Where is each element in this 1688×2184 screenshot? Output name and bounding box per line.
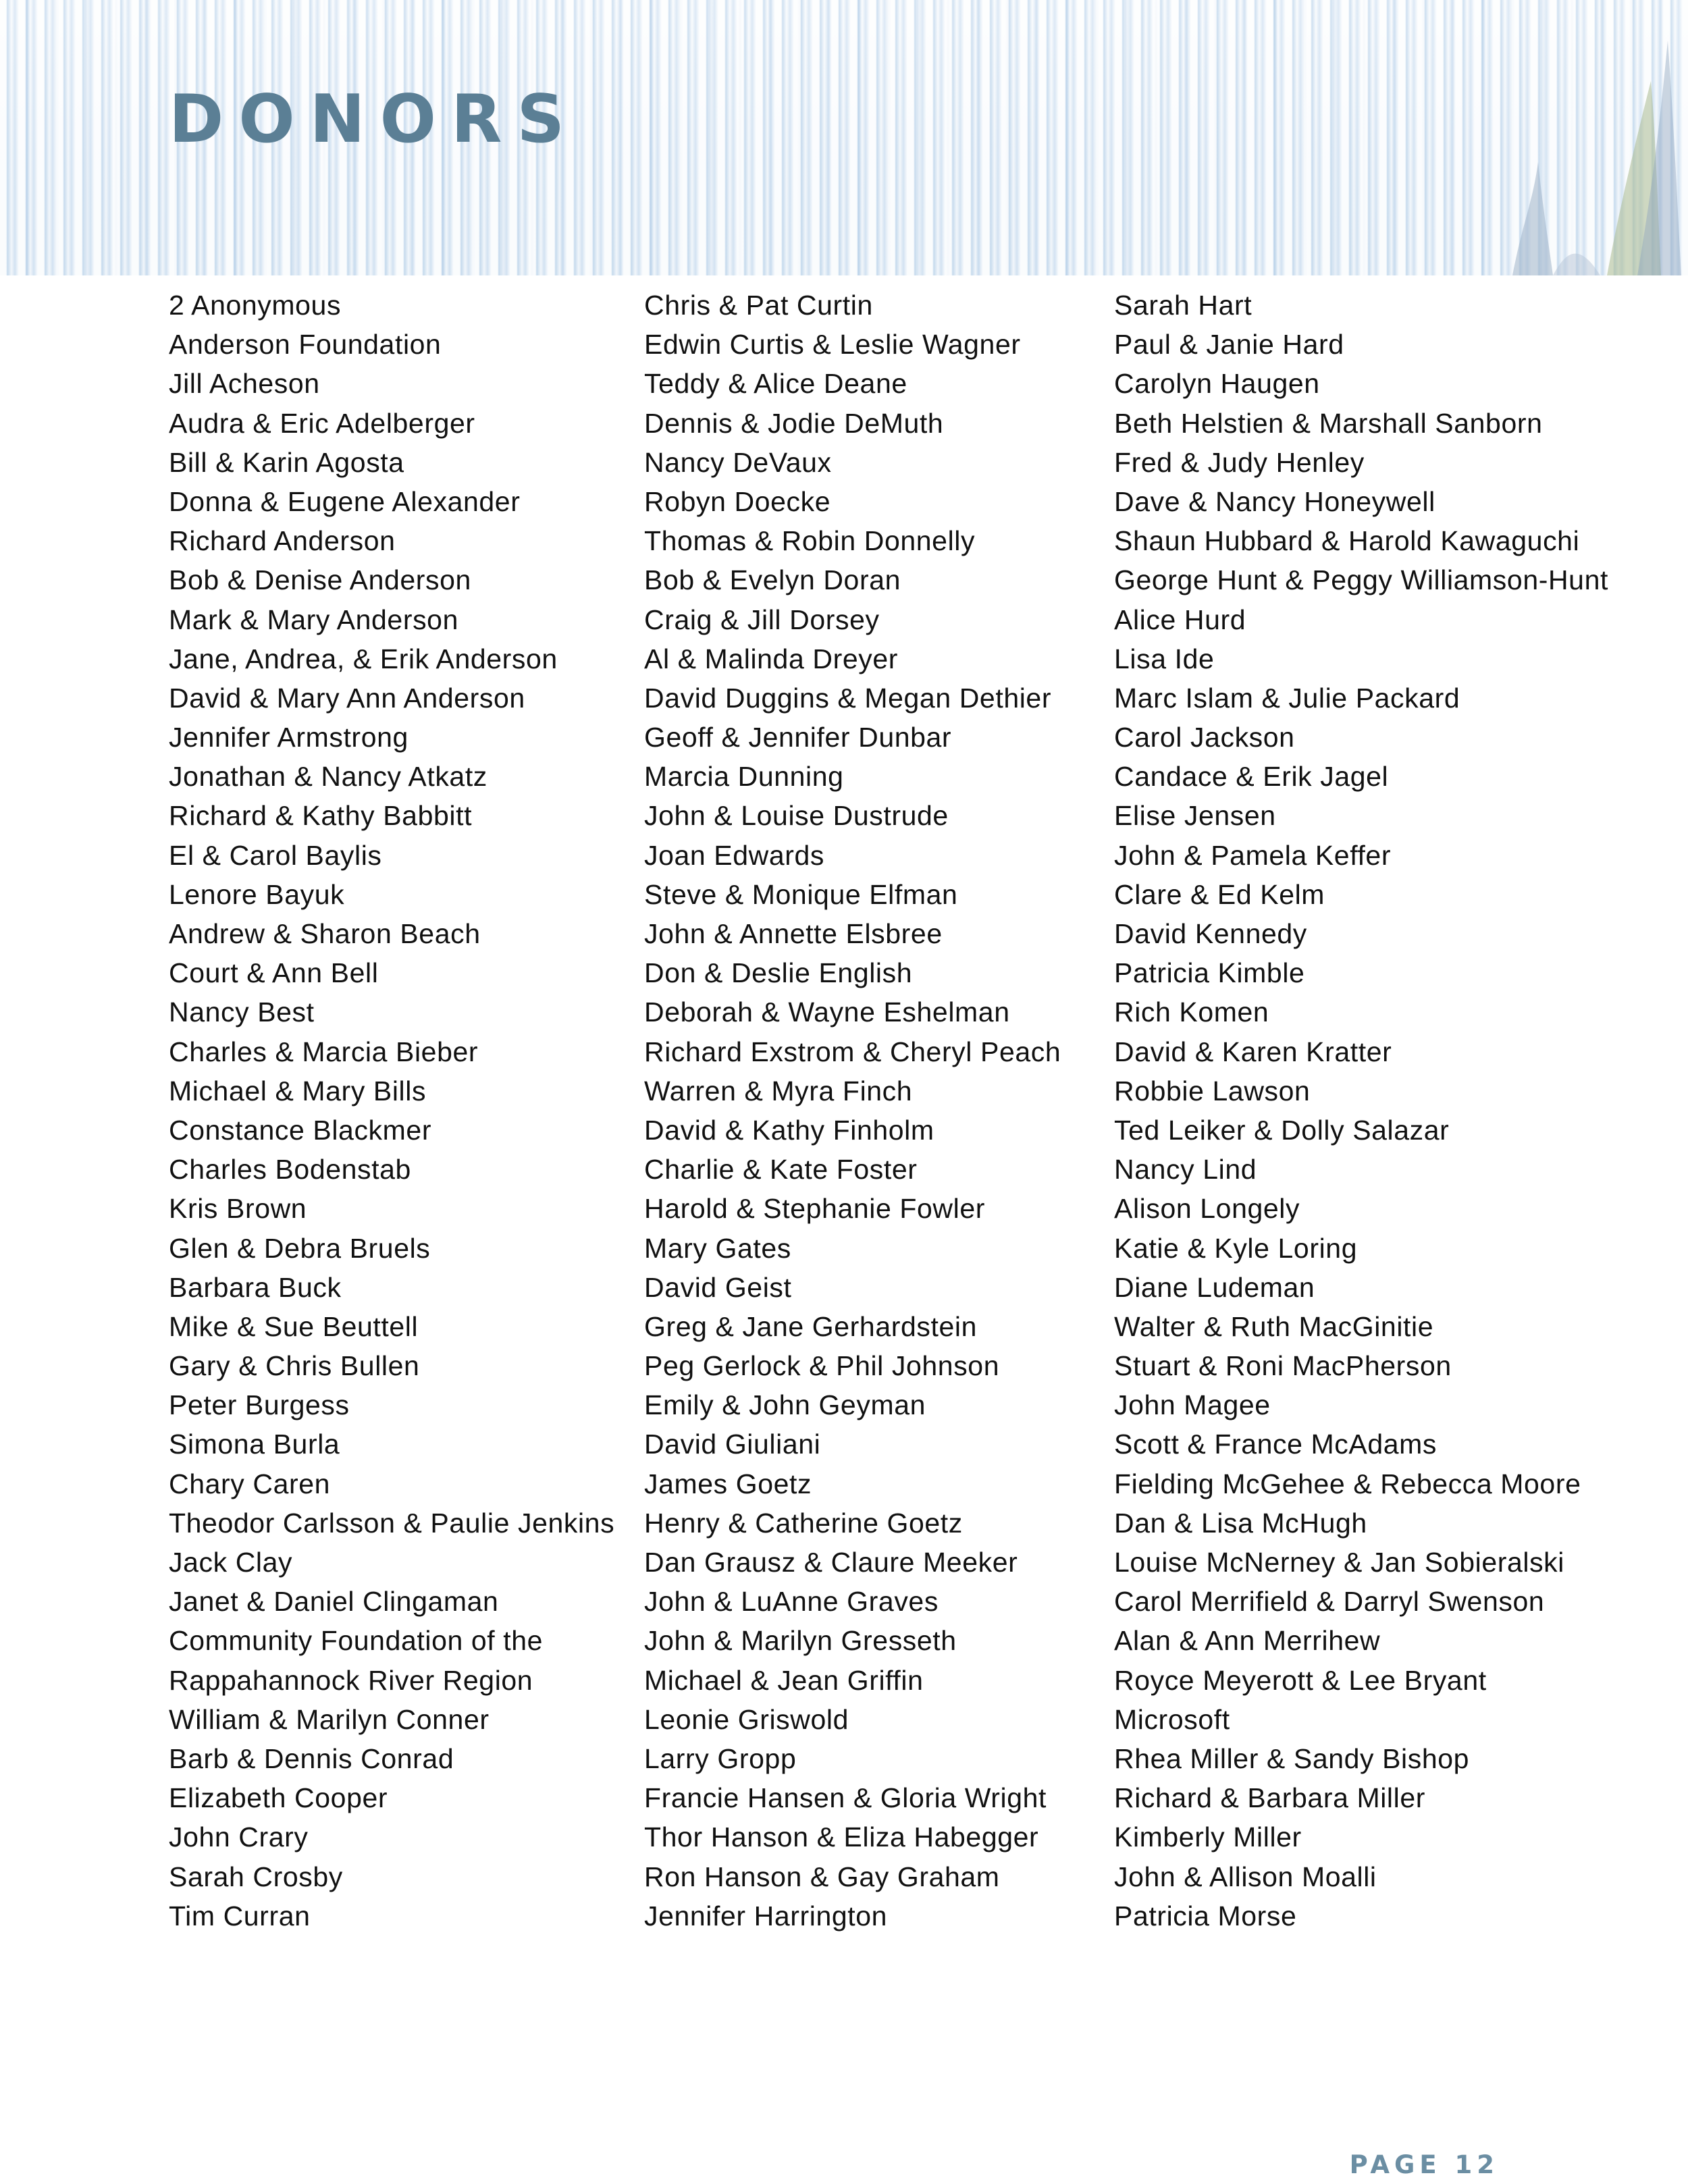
page-number: PAGE 12 xyxy=(1349,2150,1499,2179)
donor-name: Michael & Jean Griffin xyxy=(644,1664,924,1696)
donor-name: Thor Hanson & Eliza Habegger xyxy=(644,1821,1039,1853)
donor-name: Nancy Lind xyxy=(1114,1154,1257,1186)
donor-name: David Kennedy xyxy=(1114,918,1307,949)
donor-column-1 xyxy=(169,286,614,1936)
donor-name: Fielding McGehee & Rebecca Moore xyxy=(1114,1468,1581,1499)
donor-name: Simona Burla xyxy=(169,1429,340,1460)
donor-name: Henry & Catherine Goetz xyxy=(644,1507,963,1539)
donor-name: Geoff & Jennifer Dunbar xyxy=(644,722,952,753)
donor-name: Bill & Karin Agosta xyxy=(169,446,404,478)
donor-name: Kris Brown xyxy=(169,1193,307,1225)
donor-name: Rich Komen xyxy=(1114,996,1269,1028)
donor-name: Michael & Mary Bills xyxy=(169,1075,427,1107)
donor-name: Barb & Dennis Conrad xyxy=(169,1742,454,1774)
donor-name: Patricia Morse xyxy=(1114,1900,1297,1932)
donor-name: Rappahannock River Region xyxy=(169,1664,533,1696)
donor-name: Sarah Crosby xyxy=(169,1861,343,1892)
donor-name: Bob & Denise Anderson xyxy=(169,564,471,596)
donor-name: Robbie Lawson xyxy=(1114,1075,1311,1107)
donor-name: Jane, Andrea, & Erik Anderson xyxy=(169,643,558,674)
donor-name: Al & Malinda Dreyer xyxy=(644,643,898,674)
donor-name: Jennifer Armstrong xyxy=(169,722,408,753)
banner-grass-illustration xyxy=(1134,0,1688,275)
donor-name: Nancy DeVaux xyxy=(644,446,832,478)
donor-name: Bob & Evelyn Doran xyxy=(644,564,901,596)
donor-name: George Hunt & Peggy Williamson-Hunt xyxy=(1114,564,1608,596)
donor-name: Carol Jackson xyxy=(1114,722,1295,753)
donor-name: Janet & Daniel Clingaman xyxy=(169,1586,499,1618)
donor-name: John & Marilyn Gresseth xyxy=(644,1625,957,1657)
donor-name: Dennis & Jodie DeMuth xyxy=(644,407,944,439)
donor-name: Lenore Bayuk xyxy=(169,878,345,910)
donor-name: Leonie Griswold xyxy=(644,1703,849,1735)
donor-name: Peg Gerlock & Phil Johnson xyxy=(644,1350,1000,1382)
donor-name: Anderson Foundation xyxy=(169,329,442,361)
donor-name: Mike & Sue Beuttell xyxy=(169,1310,419,1342)
donor-name: Ron Hanson & Gay Graham xyxy=(644,1861,1000,1892)
donor-name: John & Louise Dustrude xyxy=(644,800,949,832)
donor-name: Royce Meyerott & Lee Bryant xyxy=(1114,1664,1487,1696)
donor-name: Charles Bodenstab xyxy=(169,1154,411,1186)
page-title: DONORS xyxy=(169,81,580,158)
donor-name: Theodor Carlsson & Paulie Jenkins xyxy=(169,1507,615,1539)
donor-name: Larry Gropp xyxy=(644,1742,797,1774)
donor-name: John & LuAnne Graves xyxy=(644,1586,939,1618)
donor-name: Court & Ann Bell xyxy=(169,957,379,989)
donor-name: Lisa Ide xyxy=(1114,643,1215,674)
donor-name: James Goetz xyxy=(644,1468,812,1499)
donor-name: Richard & Kathy Babbitt xyxy=(169,800,473,832)
donor-name: Marc Islam & Julie Packard xyxy=(1114,682,1460,714)
donor-name: Peter Burgess xyxy=(169,1389,350,1421)
donor-name: Shaun Hubbard & Harold Kawaguchi xyxy=(1114,525,1580,557)
header-banner xyxy=(0,0,1688,275)
donor-name: Carol Merrifield & Darryl Swenson xyxy=(1114,1586,1545,1618)
donor-name: Katie & Kyle Loring xyxy=(1114,1232,1358,1264)
donor-name: Tim Curran xyxy=(169,1900,311,1932)
donor-name: David Duggins & Megan Dethier xyxy=(644,682,1052,714)
donor-name: Microsoft xyxy=(1114,1703,1230,1735)
donor-name: Patricia Kimble xyxy=(1114,957,1305,989)
donor-name: Dave & Nancy Honeywell xyxy=(1114,485,1435,517)
donor-name: Paul & Janie Hard xyxy=(1114,329,1344,361)
donor-name: Steve & Monique Elfman xyxy=(644,878,958,910)
donor-name: Harold & Stephanie Fowler xyxy=(644,1193,985,1225)
donor-name: Andrew & Sharon Beach xyxy=(169,918,481,949)
donor-name: Richard & Barbara Miller xyxy=(1114,1782,1425,1814)
donor-name: David Geist xyxy=(644,1271,792,1303)
donor-name: John Crary xyxy=(169,1821,309,1853)
donor-name: John & Allison Moalli xyxy=(1114,1861,1377,1892)
donor-name: Jennifer Harrington xyxy=(644,1900,888,1932)
donor-name: Walter & Ruth MacGinitie xyxy=(1114,1310,1434,1342)
donor-name: Chris & Pat Curtin xyxy=(644,290,873,321)
donor-name: Constance Blackmer xyxy=(169,1114,432,1146)
donor-name: Candace & Erik Jagel xyxy=(1114,761,1389,793)
donor-name: Gary & Chris Bullen xyxy=(169,1350,420,1382)
donor-name: Edwin Curtis & Leslie Wagner xyxy=(644,329,1021,361)
donor-name: Rhea Miller & Sandy Bishop xyxy=(1114,1742,1470,1774)
donor-name: Glen & Debra Bruels xyxy=(169,1232,431,1264)
donor-name: Clare & Ed Kelm xyxy=(1114,878,1325,910)
donor-name: Dan Grausz & Claure Meeker xyxy=(644,1547,1018,1578)
donor-name: David & Kathy Finholm xyxy=(644,1114,934,1146)
donor-name: El & Carol Baylis xyxy=(169,839,382,871)
donor-name: Stuart & Roni MacPherson xyxy=(1114,1350,1452,1382)
donor-name: Don & Deslie English xyxy=(644,957,913,989)
donor-name: Elise Jensen xyxy=(1114,800,1276,832)
donor-name: Robyn Doecke xyxy=(644,485,831,517)
donor-name: Jonathan & Nancy Atkatz xyxy=(169,761,487,793)
donor-name: Deborah & Wayne Eshelman xyxy=(644,996,1010,1028)
donor-name: David & Mary Ann Anderson xyxy=(169,682,525,714)
donor-name: Carolyn Haugen xyxy=(1114,368,1320,400)
donor-name: Emily & John Geyman xyxy=(644,1389,926,1421)
donor-name: Jack Clay xyxy=(169,1547,293,1578)
donor-name: Barbara Buck xyxy=(169,1271,342,1303)
donor-name: John & Annette Elsbree xyxy=(644,918,943,949)
donor-name: Warren & Myra Finch xyxy=(644,1075,913,1107)
donor-name: Jill Acheson xyxy=(169,368,320,400)
donor-name: Chary Caren xyxy=(169,1468,331,1499)
donor-name: William & Marilyn Conner xyxy=(169,1703,490,1735)
donor-name: John Magee xyxy=(1114,1389,1271,1421)
donor-name: Alison Longely xyxy=(1114,1193,1300,1225)
donor-name: Craig & Jill Dorsey xyxy=(644,604,880,635)
donor-name: Charlie & Kate Foster xyxy=(644,1154,918,1186)
donor-name: Louise McNerney & Jan Sobieralski xyxy=(1114,1547,1564,1578)
donor-name: Scott & France McAdams xyxy=(1114,1429,1438,1460)
donor-name: David & Karen Kratter xyxy=(1114,1036,1392,1067)
donor-name: Kimberly Miller xyxy=(1114,1821,1302,1853)
donor-name: Elizabeth Cooper xyxy=(169,1782,388,1814)
donor-column-2 xyxy=(644,286,1061,1936)
donor-name: Thomas & Robin Donnelly xyxy=(644,525,976,557)
donor-name: David Giuliani xyxy=(644,1429,821,1460)
donor-name: Beth Helstien & Marshall Sanborn xyxy=(1114,407,1543,439)
donor-name: Greg & Jane Gerhardstein xyxy=(644,1310,977,1342)
donor-column-3 xyxy=(1114,286,1608,1936)
donor-name: Francie Hansen & Gloria Wright xyxy=(644,1782,1047,1814)
donor-name: Mark & Mary Anderson xyxy=(169,604,458,635)
donor-name: Joan Edwards xyxy=(644,839,825,871)
donor-name: Alan & Ann Merrihew xyxy=(1114,1625,1381,1657)
donor-name: Charles & Marcia Bieber xyxy=(169,1036,479,1067)
donor-name: Diane Ludeman xyxy=(1114,1271,1315,1303)
donor-name: Fred & Judy Henley xyxy=(1114,446,1365,478)
donor-name: Teddy & Alice Deane xyxy=(644,368,907,400)
donor-name: Richard Anderson xyxy=(169,525,396,557)
donor-name: Ted Leiker & Dolly Salazar xyxy=(1114,1114,1450,1146)
donor-name: Dan & Lisa McHugh xyxy=(1114,1507,1367,1539)
donor-name: Richard Exstrom & Cheryl Peach xyxy=(644,1036,1061,1067)
donor-name: Sarah Hart xyxy=(1114,290,1252,321)
donor-name: Marcia Dunning xyxy=(644,761,844,793)
donor-name: Community Foundation of the xyxy=(169,1625,544,1657)
donor-name: Alice Hurd xyxy=(1114,604,1246,635)
donor-name: Mary Gates xyxy=(644,1232,791,1264)
donor-name: Audra & Eric Adelberger xyxy=(169,407,475,439)
donor-name: Donna & Eugene Alexander xyxy=(169,485,521,517)
donor-name: 2 Anonymous xyxy=(169,290,342,321)
donor-name: Nancy Best xyxy=(169,996,315,1028)
donor-name: John & Pamela Keffer xyxy=(1114,839,1392,871)
